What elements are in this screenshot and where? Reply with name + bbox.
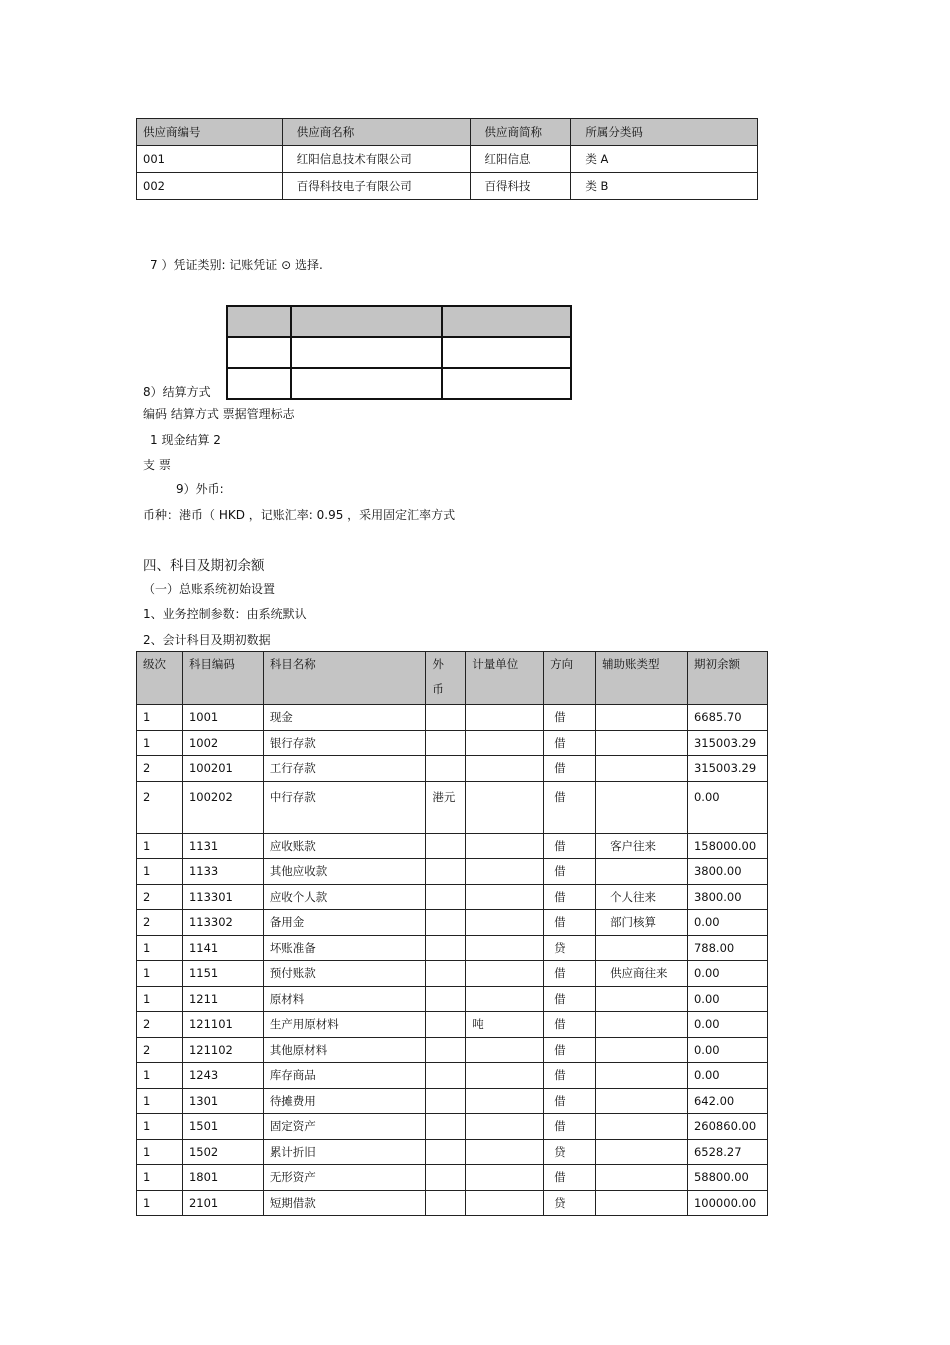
header-cell: 期初余额 xyxy=(687,652,767,705)
table-cell: 1131 xyxy=(182,833,263,859)
table-cell: 借 xyxy=(544,1063,596,1089)
table-cell: 1 xyxy=(137,1190,183,1216)
table-cell: 0.00 xyxy=(687,986,767,1012)
table-cell: 类 A xyxy=(571,146,758,173)
table-cell: 1 xyxy=(137,961,183,987)
foreign-currency-title: 9）外币: xyxy=(176,482,224,496)
table-cell: 0.00 xyxy=(687,1037,767,1063)
settlement-grid xyxy=(226,305,572,400)
table-cell xyxy=(466,1139,544,1165)
table-cell: 借 xyxy=(544,1088,596,1114)
table-row xyxy=(137,730,768,756)
settlement-title: 8）结算方式 xyxy=(143,385,211,399)
table-cell: 113301 xyxy=(182,884,263,910)
table-cell: 工行存款 xyxy=(263,756,426,782)
table-cell: 百得科技 xyxy=(470,173,571,200)
table-cell xyxy=(426,961,466,987)
table-cell xyxy=(596,730,688,756)
table-cell xyxy=(596,935,688,961)
table-row xyxy=(137,756,768,782)
table-row xyxy=(137,1012,768,1038)
table-cell: 短期借款 xyxy=(263,1190,426,1216)
item-1: 1、业务控制参数：由系统默认 xyxy=(143,607,307,621)
table-cell: 2 xyxy=(137,1037,183,1063)
table-cell: 100202 xyxy=(182,781,263,833)
table-cell: 借 xyxy=(544,1114,596,1140)
table-cell: 1 xyxy=(137,1114,183,1140)
table-cell xyxy=(426,705,466,731)
table-cell: 315003.29 xyxy=(687,756,767,782)
table-cell: 部门核算 xyxy=(596,910,688,936)
table-cell: 借 xyxy=(544,1165,596,1191)
table-cell: 1 xyxy=(137,859,183,885)
table-cell: 121102 xyxy=(182,1037,263,1063)
table-cell: 类 B xyxy=(571,173,758,200)
table-cell: 库存商品 xyxy=(263,1063,426,1089)
table-cell: 1 xyxy=(137,1063,183,1089)
table-cell xyxy=(426,986,466,1012)
table-cell xyxy=(426,1088,466,1114)
table-row xyxy=(137,1114,768,1140)
table-cell: 借 xyxy=(544,910,596,936)
table-row xyxy=(137,859,768,885)
table-cell: 6528.27 xyxy=(687,1139,767,1165)
table-cell xyxy=(426,1165,466,1191)
table-cell: 借 xyxy=(544,1037,596,1063)
table-cell: 借 xyxy=(544,705,596,731)
table-cell: 1 xyxy=(137,1139,183,1165)
table-cell xyxy=(466,859,544,885)
header-cell: 科目名称 xyxy=(263,652,426,705)
settlement-header: 编码 结算方式 票据管理标志 xyxy=(143,407,295,421)
table-cell: 100201 xyxy=(182,756,263,782)
table-row xyxy=(137,961,768,987)
table-cell: 2 xyxy=(137,781,183,833)
table-cell xyxy=(466,910,544,936)
table-cell xyxy=(596,1114,688,1140)
table-cell: 借 xyxy=(544,986,596,1012)
table-cell xyxy=(466,986,544,1012)
table-cell: 供应商往来 xyxy=(596,961,688,987)
supplier-header-row xyxy=(137,119,758,146)
table-cell: 红阳信息技术有限公司 xyxy=(282,146,470,173)
table-cell: 红阳信息 xyxy=(470,146,571,173)
table-cell xyxy=(466,1165,544,1191)
table-cell xyxy=(596,1012,688,1038)
header-cell: 级次 xyxy=(137,652,183,705)
table-cell: 贷 xyxy=(544,1190,596,1216)
table-cell xyxy=(466,1190,544,1216)
table-cell xyxy=(426,1114,466,1140)
table-row xyxy=(137,884,768,910)
table-cell: 1502 xyxy=(182,1139,263,1165)
table-cell: 113302 xyxy=(182,910,263,936)
table-cell: 借 xyxy=(544,884,596,910)
table-cell: 借 xyxy=(544,756,596,782)
subject-header-row xyxy=(137,652,768,705)
table-cell xyxy=(596,1139,688,1165)
table-cell: 贷 xyxy=(544,935,596,961)
table-cell: 788.00 xyxy=(687,935,767,961)
table-row xyxy=(137,781,768,833)
table-cell: 应收账款 xyxy=(263,833,426,859)
table-cell: 1243 xyxy=(182,1063,263,1089)
table-cell xyxy=(426,859,466,885)
item-2: 2、会计科目及期初数据 xyxy=(143,633,271,647)
table-row xyxy=(137,1139,768,1165)
table-cell xyxy=(596,1088,688,1114)
header-cell: 辅助账类型 xyxy=(596,652,688,705)
table-cell xyxy=(426,910,466,936)
table-cell xyxy=(466,833,544,859)
table-cell: 其他应收款 xyxy=(263,859,426,885)
subsection-title: （一）总账系统初始设置 xyxy=(143,582,276,596)
table-cell xyxy=(466,705,544,731)
header-cell: 供应商编号 xyxy=(137,119,283,146)
table-cell: 3800.00 xyxy=(687,884,767,910)
table-cell: 002 xyxy=(137,173,283,200)
table-cell: 0.00 xyxy=(687,1063,767,1089)
table-cell xyxy=(466,1088,544,1114)
table-cell: 0.00 xyxy=(687,910,767,936)
supplier-table xyxy=(136,118,758,200)
table-cell: 生产用原材料 xyxy=(263,1012,426,1038)
table-cell: 1 xyxy=(137,730,183,756)
table-cell: 121101 xyxy=(182,1012,263,1038)
table-cell: 吨 xyxy=(466,1012,544,1038)
table-cell xyxy=(596,986,688,1012)
table-row xyxy=(137,833,768,859)
table-cell: 累计折旧 xyxy=(263,1139,426,1165)
table-cell xyxy=(466,756,544,782)
settlement-row-2: 支 票 xyxy=(143,458,171,472)
table-cell: 58800.00 xyxy=(687,1165,767,1191)
table-cell xyxy=(466,1037,544,1063)
table-cell xyxy=(426,935,466,961)
table-cell: 借 xyxy=(544,781,596,833)
table-cell: 1133 xyxy=(182,859,263,885)
table-cell: 2 xyxy=(137,1012,183,1038)
header-cell: 科目编码 xyxy=(182,652,263,705)
table-cell: 银行存款 xyxy=(263,730,426,756)
table-row xyxy=(137,1037,768,1063)
table-cell: 无形资产 xyxy=(263,1165,426,1191)
table-row xyxy=(137,173,758,200)
table-cell: 百得科技电子有限公司 xyxy=(282,173,470,200)
table-cell: 客户往来 xyxy=(596,833,688,859)
table-cell xyxy=(466,884,544,910)
header-cell xyxy=(426,652,466,705)
table-cell: 应收个人款 xyxy=(263,884,426,910)
table-cell xyxy=(596,705,688,731)
table-cell: 借 xyxy=(544,730,596,756)
table-cell xyxy=(466,781,544,833)
table-row xyxy=(137,1190,768,1216)
table-cell: 借 xyxy=(544,961,596,987)
table-cell: 贷 xyxy=(544,1139,596,1165)
table-cell xyxy=(596,1063,688,1089)
table-cell: 1 xyxy=(137,833,183,859)
table-cell xyxy=(426,884,466,910)
table-cell: 坏账准备 xyxy=(263,935,426,961)
table-cell: 0.00 xyxy=(687,781,767,833)
table-cell xyxy=(596,859,688,885)
table-cell: 1301 xyxy=(182,1088,263,1114)
table-cell: 2101 xyxy=(182,1190,263,1216)
header-cell: 所属分类码 xyxy=(571,119,758,146)
table-row xyxy=(137,705,768,731)
table-cell xyxy=(596,1165,688,1191)
table-cell: 现金 xyxy=(263,705,426,731)
grid-header-row xyxy=(227,306,571,337)
table-cell: 备用金 xyxy=(263,910,426,936)
table-cell xyxy=(466,961,544,987)
table-cell: 固定资产 xyxy=(263,1114,426,1140)
table-cell xyxy=(466,730,544,756)
table-cell: 借 xyxy=(544,859,596,885)
table-cell xyxy=(426,756,466,782)
table-cell: 2 xyxy=(137,884,183,910)
table-cell xyxy=(426,833,466,859)
table-cell: 港元 xyxy=(426,781,466,833)
table-cell: 158000.00 xyxy=(687,833,767,859)
table-cell xyxy=(426,1063,466,1089)
table-cell: 1211 xyxy=(182,986,263,1012)
table-cell: 0.00 xyxy=(687,1012,767,1038)
table-cell xyxy=(426,1190,466,1216)
section-4-title: 四、科目及期初余额 xyxy=(143,558,265,574)
table-cell xyxy=(596,1190,688,1216)
table-cell: 1 xyxy=(137,1088,183,1114)
table-row xyxy=(137,1063,768,1089)
table-cell: 借 xyxy=(544,1012,596,1038)
table-row xyxy=(137,986,768,1012)
table-cell xyxy=(596,756,688,782)
table-cell: 原材料 xyxy=(263,986,426,1012)
table-row xyxy=(137,1088,768,1114)
header-cell: 供应商简称 xyxy=(470,119,571,146)
header-foreign-text: 外币 xyxy=(432,657,444,696)
voucher-type-line: 7 ）凭证类别: 记账凭证 ⊙ 选择. xyxy=(150,258,323,272)
table-cell: 3800.00 xyxy=(687,859,767,885)
table-cell: 100000.00 xyxy=(687,1190,767,1216)
table-cell: 1801 xyxy=(182,1165,263,1191)
table-cell: 0.00 xyxy=(687,961,767,987)
table-cell: 2 xyxy=(137,756,183,782)
table-cell: 1 xyxy=(137,935,183,961)
table-cell: 1002 xyxy=(182,730,263,756)
table-cell: 个人往来 xyxy=(596,884,688,910)
table-cell: 1141 xyxy=(182,935,263,961)
table-row xyxy=(137,1165,768,1191)
table-cell: 2 xyxy=(137,910,183,936)
table-cell: 借 xyxy=(544,833,596,859)
table-cell xyxy=(426,1037,466,1063)
table-cell: 001 xyxy=(137,146,283,173)
table-cell: 中行存款 xyxy=(263,781,426,833)
grid-row xyxy=(227,337,571,368)
table-cell: 预付账款 xyxy=(263,961,426,987)
table-cell: 1 xyxy=(137,1165,183,1191)
table-cell xyxy=(426,1012,466,1038)
table-row xyxy=(137,146,758,173)
table-cell xyxy=(426,730,466,756)
table-cell: 642.00 xyxy=(687,1088,767,1114)
table-row xyxy=(137,935,768,961)
table-cell xyxy=(466,935,544,961)
table-cell: 1501 xyxy=(182,1114,263,1140)
table-cell: 其他原材料 xyxy=(263,1037,426,1063)
table-cell xyxy=(466,1114,544,1140)
header-cell: 计量单位 xyxy=(466,652,544,705)
table-cell: 1001 xyxy=(182,705,263,731)
table-cell: 315003.29 xyxy=(687,730,767,756)
grid-row xyxy=(227,368,571,399)
table-cell xyxy=(596,1037,688,1063)
table-row xyxy=(137,910,768,936)
header-cell: 方向 xyxy=(544,652,596,705)
table-cell: 1 xyxy=(137,705,183,731)
header-cell: 供应商名称 xyxy=(282,119,470,146)
settlement-row-1: 1 现金结算 2 xyxy=(150,433,221,447)
table-cell: 6685.70 xyxy=(687,705,767,731)
table-cell xyxy=(466,1063,544,1089)
table-cell: 待摊费用 xyxy=(263,1088,426,1114)
table-cell: 260860.00 xyxy=(687,1114,767,1140)
subject-table xyxy=(136,651,768,1216)
table-cell: 1151 xyxy=(182,961,263,987)
table-cell xyxy=(426,1139,466,1165)
foreign-currency-line: 币种：港币（ HKD ，记账汇率: 0.95 ，采用固定汇率方式 xyxy=(143,508,456,522)
table-cell: 1 xyxy=(137,986,183,1012)
table-cell xyxy=(596,781,688,833)
